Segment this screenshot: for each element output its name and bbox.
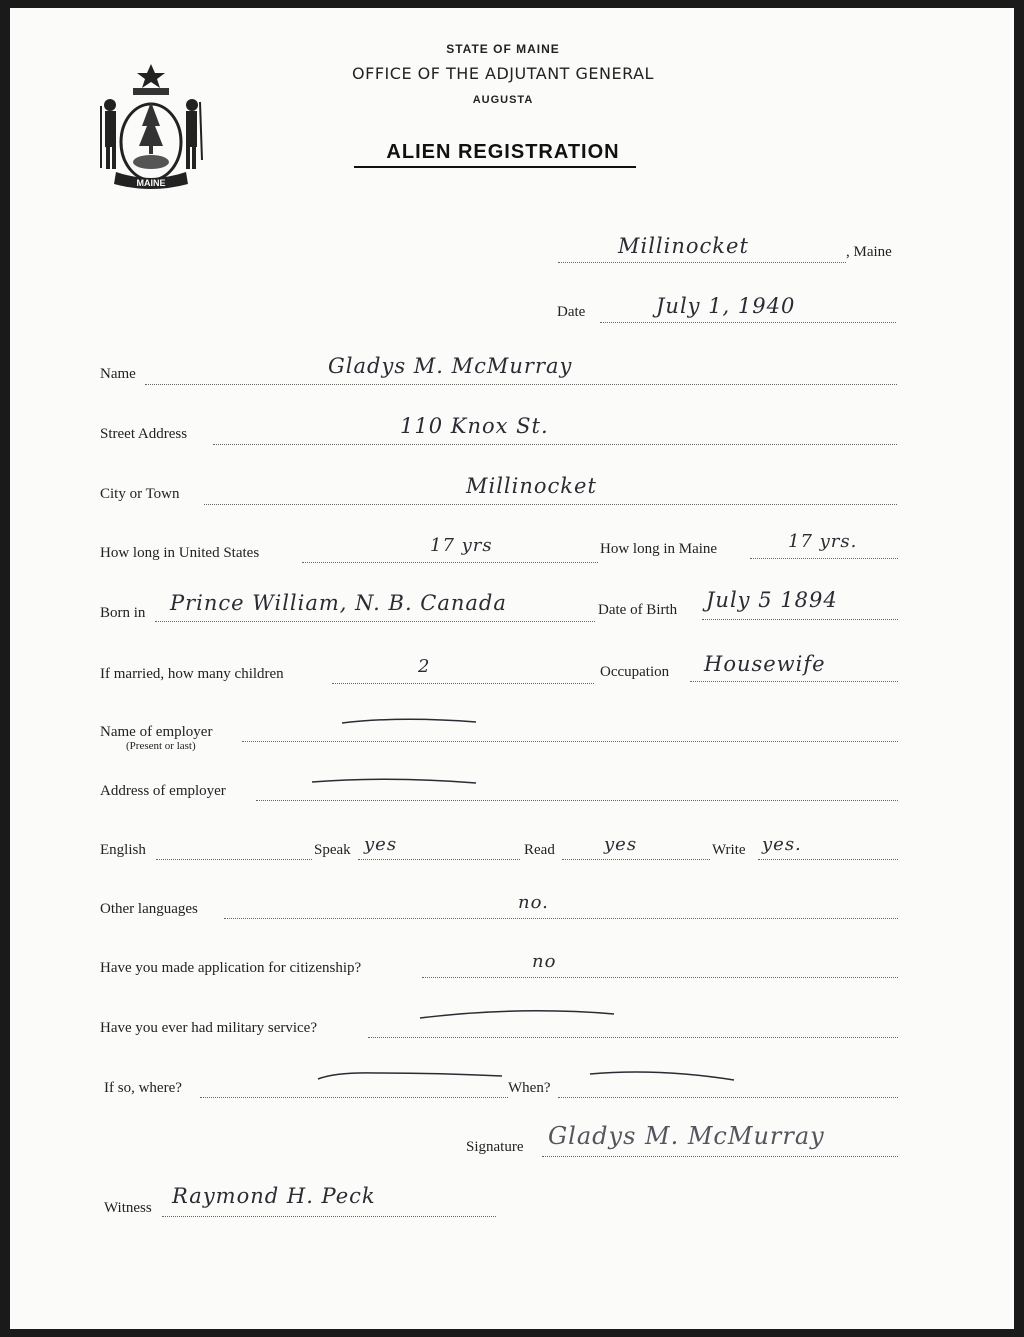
employer-sublabel: (Present or last) — [126, 740, 196, 752]
place-line — [558, 262, 846, 263]
where-label: If so, where? — [104, 1080, 182, 1096]
where-blank-dash — [316, 1070, 506, 1084]
maine-duration-line — [750, 558, 898, 559]
read-line — [562, 859, 710, 860]
date-value: July 1, 1940 — [656, 294, 796, 318]
date-line — [600, 322, 896, 323]
read-value: yes — [604, 834, 638, 855]
city-label: City or Town — [100, 486, 180, 502]
when-blank-dash — [588, 1068, 738, 1084]
other-languages-value: no. — [518, 892, 549, 913]
employer-blank-dash — [340, 714, 480, 728]
street-line — [213, 444, 897, 445]
citizenship-line — [422, 977, 898, 978]
seal-banner-text: MAINE — [136, 178, 166, 188]
born-in-value: Prince William, N. B. Canada — [170, 591, 507, 615]
children-label: If married, how many children — [100, 666, 284, 682]
employer-line — [242, 741, 898, 742]
us-duration-line — [302, 562, 598, 563]
children-line — [332, 683, 594, 684]
form-title: ALIEN REGISTRATION — [386, 141, 620, 163]
other-languages-label: Other languages — [100, 901, 198, 917]
signature-value: Gladys M. McMurray — [548, 1122, 825, 1150]
registration-form — [10, 8, 1014, 1329]
date-label: Date — [557, 304, 586, 320]
write-line — [758, 859, 898, 860]
signature-label: Signature — [466, 1139, 524, 1155]
read-label: Read — [524, 842, 555, 858]
witness-label: Witness — [104, 1200, 152, 1216]
speak-value: yes — [364, 834, 398, 855]
us-duration-value: 17 yrs — [430, 535, 493, 556]
speak-line — [358, 859, 520, 860]
dob-label: Date of Birth — [598, 602, 678, 618]
when-label: When? — [508, 1080, 551, 1096]
speak-label: Speak — [314, 842, 351, 858]
header-city: AUGUSTA — [472, 94, 534, 106]
witness-value: Raymond H. Peck — [172, 1184, 376, 1208]
city-line — [204, 504, 897, 505]
dob-line — [702, 619, 898, 620]
occupation-label: Occupation — [600, 664, 670, 680]
other-languages-line — [224, 918, 898, 919]
header-office: OFFICE OF THE ADJUTANT GENERAL — [352, 64, 654, 83]
born-in-line — [155, 621, 595, 622]
military-label: Have you ever had military service? — [100, 1020, 317, 1036]
name-line — [145, 384, 897, 385]
children-value: 2 — [418, 656, 431, 677]
place-value: Millinocket — [618, 234, 749, 258]
street-value: 110 Knox St. — [400, 414, 549, 438]
born-in-label: Born in — [100, 605, 146, 621]
employer-address-label: Address of employer — [100, 783, 226, 799]
when-line — [558, 1097, 898, 1098]
write-label: Write — [712, 842, 746, 858]
employer-label: Name of employer — [100, 724, 213, 740]
english-label: English — [100, 842, 146, 858]
english-line — [156, 859, 312, 860]
witness-line — [162, 1216, 496, 1217]
city-value: Millinocket — [466, 474, 597, 498]
title-underline — [354, 166, 636, 168]
write-value: yes. — [762, 834, 802, 855]
employer-address-line — [256, 800, 898, 801]
name-value: Gladys M. McMurray — [328, 354, 573, 378]
maine-duration-value: 17 yrs. — [788, 531, 858, 552]
where-line — [200, 1097, 508, 1098]
header-state: STATE OF MAINE — [446, 42, 560, 56]
employer-address-blank-dash — [310, 774, 480, 788]
military-line — [368, 1037, 898, 1038]
maine-duration-label: How long in Maine — [600, 541, 718, 557]
dob-value: July 5 1894 — [706, 588, 838, 612]
signature-line — [542, 1156, 898, 1157]
street-label: Street Address — [100, 426, 188, 442]
occupation-line — [690, 681, 898, 682]
us-duration-label: How long in United States — [100, 545, 260, 561]
name-label: Name — [100, 366, 136, 382]
occupation-value: Housewife — [704, 652, 826, 676]
citizenship-label: Have you made application for citizenship? — [100, 960, 362, 976]
citizenship-value: no — [532, 951, 557, 972]
place-suffix: , Maine — [846, 244, 892, 260]
military-blank-dash — [418, 1006, 618, 1024]
